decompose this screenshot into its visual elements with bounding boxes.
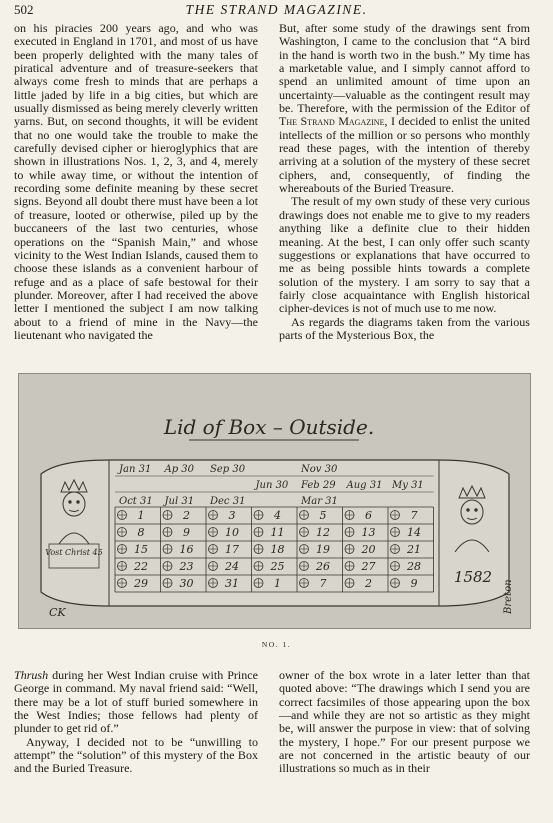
grid-cell-number: 9 (183, 526, 190, 539)
grid-cell-number: 13 (361, 526, 376, 539)
grid-cell-number: 23 (179, 560, 194, 573)
ship-name: Thrush (14, 668, 49, 682)
grid-cell-number: 1 (274, 577, 281, 590)
grid-cell-number: 24 (225, 560, 239, 573)
grid-cell-number: 10 (225, 526, 239, 539)
grid-cell-number: 1 (137, 509, 145, 522)
date-label: Sep 30 (210, 464, 246, 475)
paragraph: The result of my own study of these very curious drawings does not enable me to give to my readers anything like a definite clue to their hidden meaning. At the best, I can only offer such scanty suggestions or explanations that have occurred to me as being possible hints towards a complete solution of the mystery. I am sorry to say that a fairly close acquaintance with English historical cipher-devices is not of much use to me now. (279, 194, 530, 316)
grid-cell-number: 15 (134, 543, 148, 556)
running-header (14, 2, 539, 20)
grid-cell-number: 20 (361, 543, 376, 556)
date-label: Mar 31 (301, 496, 338, 507)
column-top-right (279, 22, 530, 342)
date-label: Oct 31 (119, 496, 153, 507)
figure-caption: NO. 1. (261, 640, 292, 649)
grid-cell-number: 9 (410, 577, 418, 590)
date-label: Jul 31 (164, 496, 195, 507)
column-top-left (14, 22, 258, 342)
grid-cell-number: 2 (183, 509, 190, 522)
grid-cell-number: 16 (179, 543, 194, 556)
grid-cell-number: 5 (319, 509, 327, 522)
grid-cell-number: 17 (225, 543, 239, 556)
grid-cell-number: 12 (316, 526, 330, 539)
grid-cell-number: 31 (225, 577, 239, 590)
date-label: Feb 29 (301, 480, 336, 491)
date-label: Nov 30 (301, 464, 338, 475)
grid-cell-number: 2 (365, 577, 372, 590)
date-label: Dec 31 (210, 496, 246, 507)
date-label: My 31 (392, 480, 424, 491)
grid-cell-number: 14 (407, 526, 421, 539)
column-bottom-right (279, 669, 530, 776)
paragraph: But, after some study of the drawings sent from Washington, I came to the conclusion that “A bird in the hand is worth two in the bush.” My time has a marketable value, and I simply cannot afford to spend an unlimited amount of time upon an uncertainty—valuable as the contingent result may be. Therefore, with the permission of the Editor of The Strand Magazine, I decided to enlist the united intellects of the million or so persons who monthly read these pages, with the intention of thereby arriving at a solution of the mystery of these secret ciphers, and, consequently, of finding the whereabouts of the Buried Treasure. (279, 21, 531, 196)
right-label: 1582 (453, 568, 493, 586)
grid-cell-number: 21 (407, 543, 421, 556)
date-label: Jan 31 (119, 464, 152, 475)
paragraph: Thrush during her West Indian cruise with Prince George in command. My naval friend said: “Well, there may be a lot of stuff buried somewhere in the West Indies; those fellows had plenty of plunder to get rid of.” (14, 668, 258, 736)
left-label: Vost Christ 45 (45, 548, 103, 557)
corner-right-mark: Breton (503, 579, 514, 614)
paragraph: owner of the box wrote in a later letter than that quoted above: “The drawings which I send you are correct facsimiles of those appearing upon the box—and while they are not so artistic as they might be, will answer the purpose in view: that of solving the mystery, I hope.” For our present purpose we are not concerned in the artistic beauty of our illustrations so much as in their (279, 668, 530, 776)
grid-cell-number: 8 (137, 526, 145, 539)
figure-title: Lid of Box – Outside. (163, 415, 375, 439)
column-bottom-left (14, 669, 258, 776)
grid-cell-number: 6 (365, 509, 372, 522)
grid-cell-number: 3 (228, 509, 236, 522)
grid-cell-number: 28 (407, 560, 421, 573)
running-title: THE STRAND MAGAZINE. (185, 2, 368, 17)
grid-cell-number: 7 (319, 577, 327, 590)
grid-cell-number: 25 (270, 560, 285, 573)
grid-cell-number: 30 (179, 577, 194, 590)
paragraph: Anyway, I decided not to be “unwilling to attempt” the “solution” of this mystery of the Box and the Buried Treasure. (14, 734, 258, 776)
paragraph: on his piracies 200 years ago, and who was executed in England in 1701, and most of us have been properly delighted with the many tales of piratical adventure and of treasure-seekers that always come fresh to minds that are perhaps a little jaded by life in a big cities, but which are usually dismissed as being merely cleverly written yarns. But, on second thoughts, it will be evident that no one would take the trouble to make the carefully devised cipher or hieroglyphics that are shown in illustrations Nos. 1, 2, 3, and 4, merely to while away time, or without the intention of recording some definite meaning by these secret signs. Beyond all doubt there must have been a lot of treasure, looted or otherwise, piled up by the buccaneers of the last two centuries, whose operations on the “Spanish Main,” and whose vicinity to the West Indian Islands, caused them to choose these islands as a convenient harbour of refuge and as a place of safe bestowal for their plunder. Moreover, after I had received the above letter I mentioned the subject I am now talking about to a friend of mine in the Navy—the lieutenant who navigated the (14, 21, 258, 342)
figure-box-lid (18, 373, 531, 629)
grid-cell-number: 27 (361, 560, 376, 573)
grid-cell-number: 19 (316, 543, 330, 556)
grid-cell-number: 22 (134, 560, 148, 573)
date-label: Aug 31 (346, 480, 383, 491)
date-label: Jun 30 (255, 480, 289, 491)
grid-cell-number: 4 (274, 509, 281, 522)
box-lid-drawing (19, 374, 530, 628)
date-label: Ap 30 (164, 464, 195, 475)
page-number: 502 (14, 2, 34, 17)
magazine-name: The Strand Magazine (279, 114, 385, 129)
corner-left-mark: CK (49, 606, 66, 619)
grid-cell-number: 26 (316, 560, 330, 573)
grid-cell-number: 18 (270, 543, 285, 556)
paragraph: As regards the diagrams taken from the various parts of the Mysterious Box, the (279, 314, 530, 342)
grid-cell-number: 11 (270, 526, 285, 539)
grid-cell-number: 7 (410, 509, 418, 522)
grid-cell-number: 29 (134, 577, 148, 590)
